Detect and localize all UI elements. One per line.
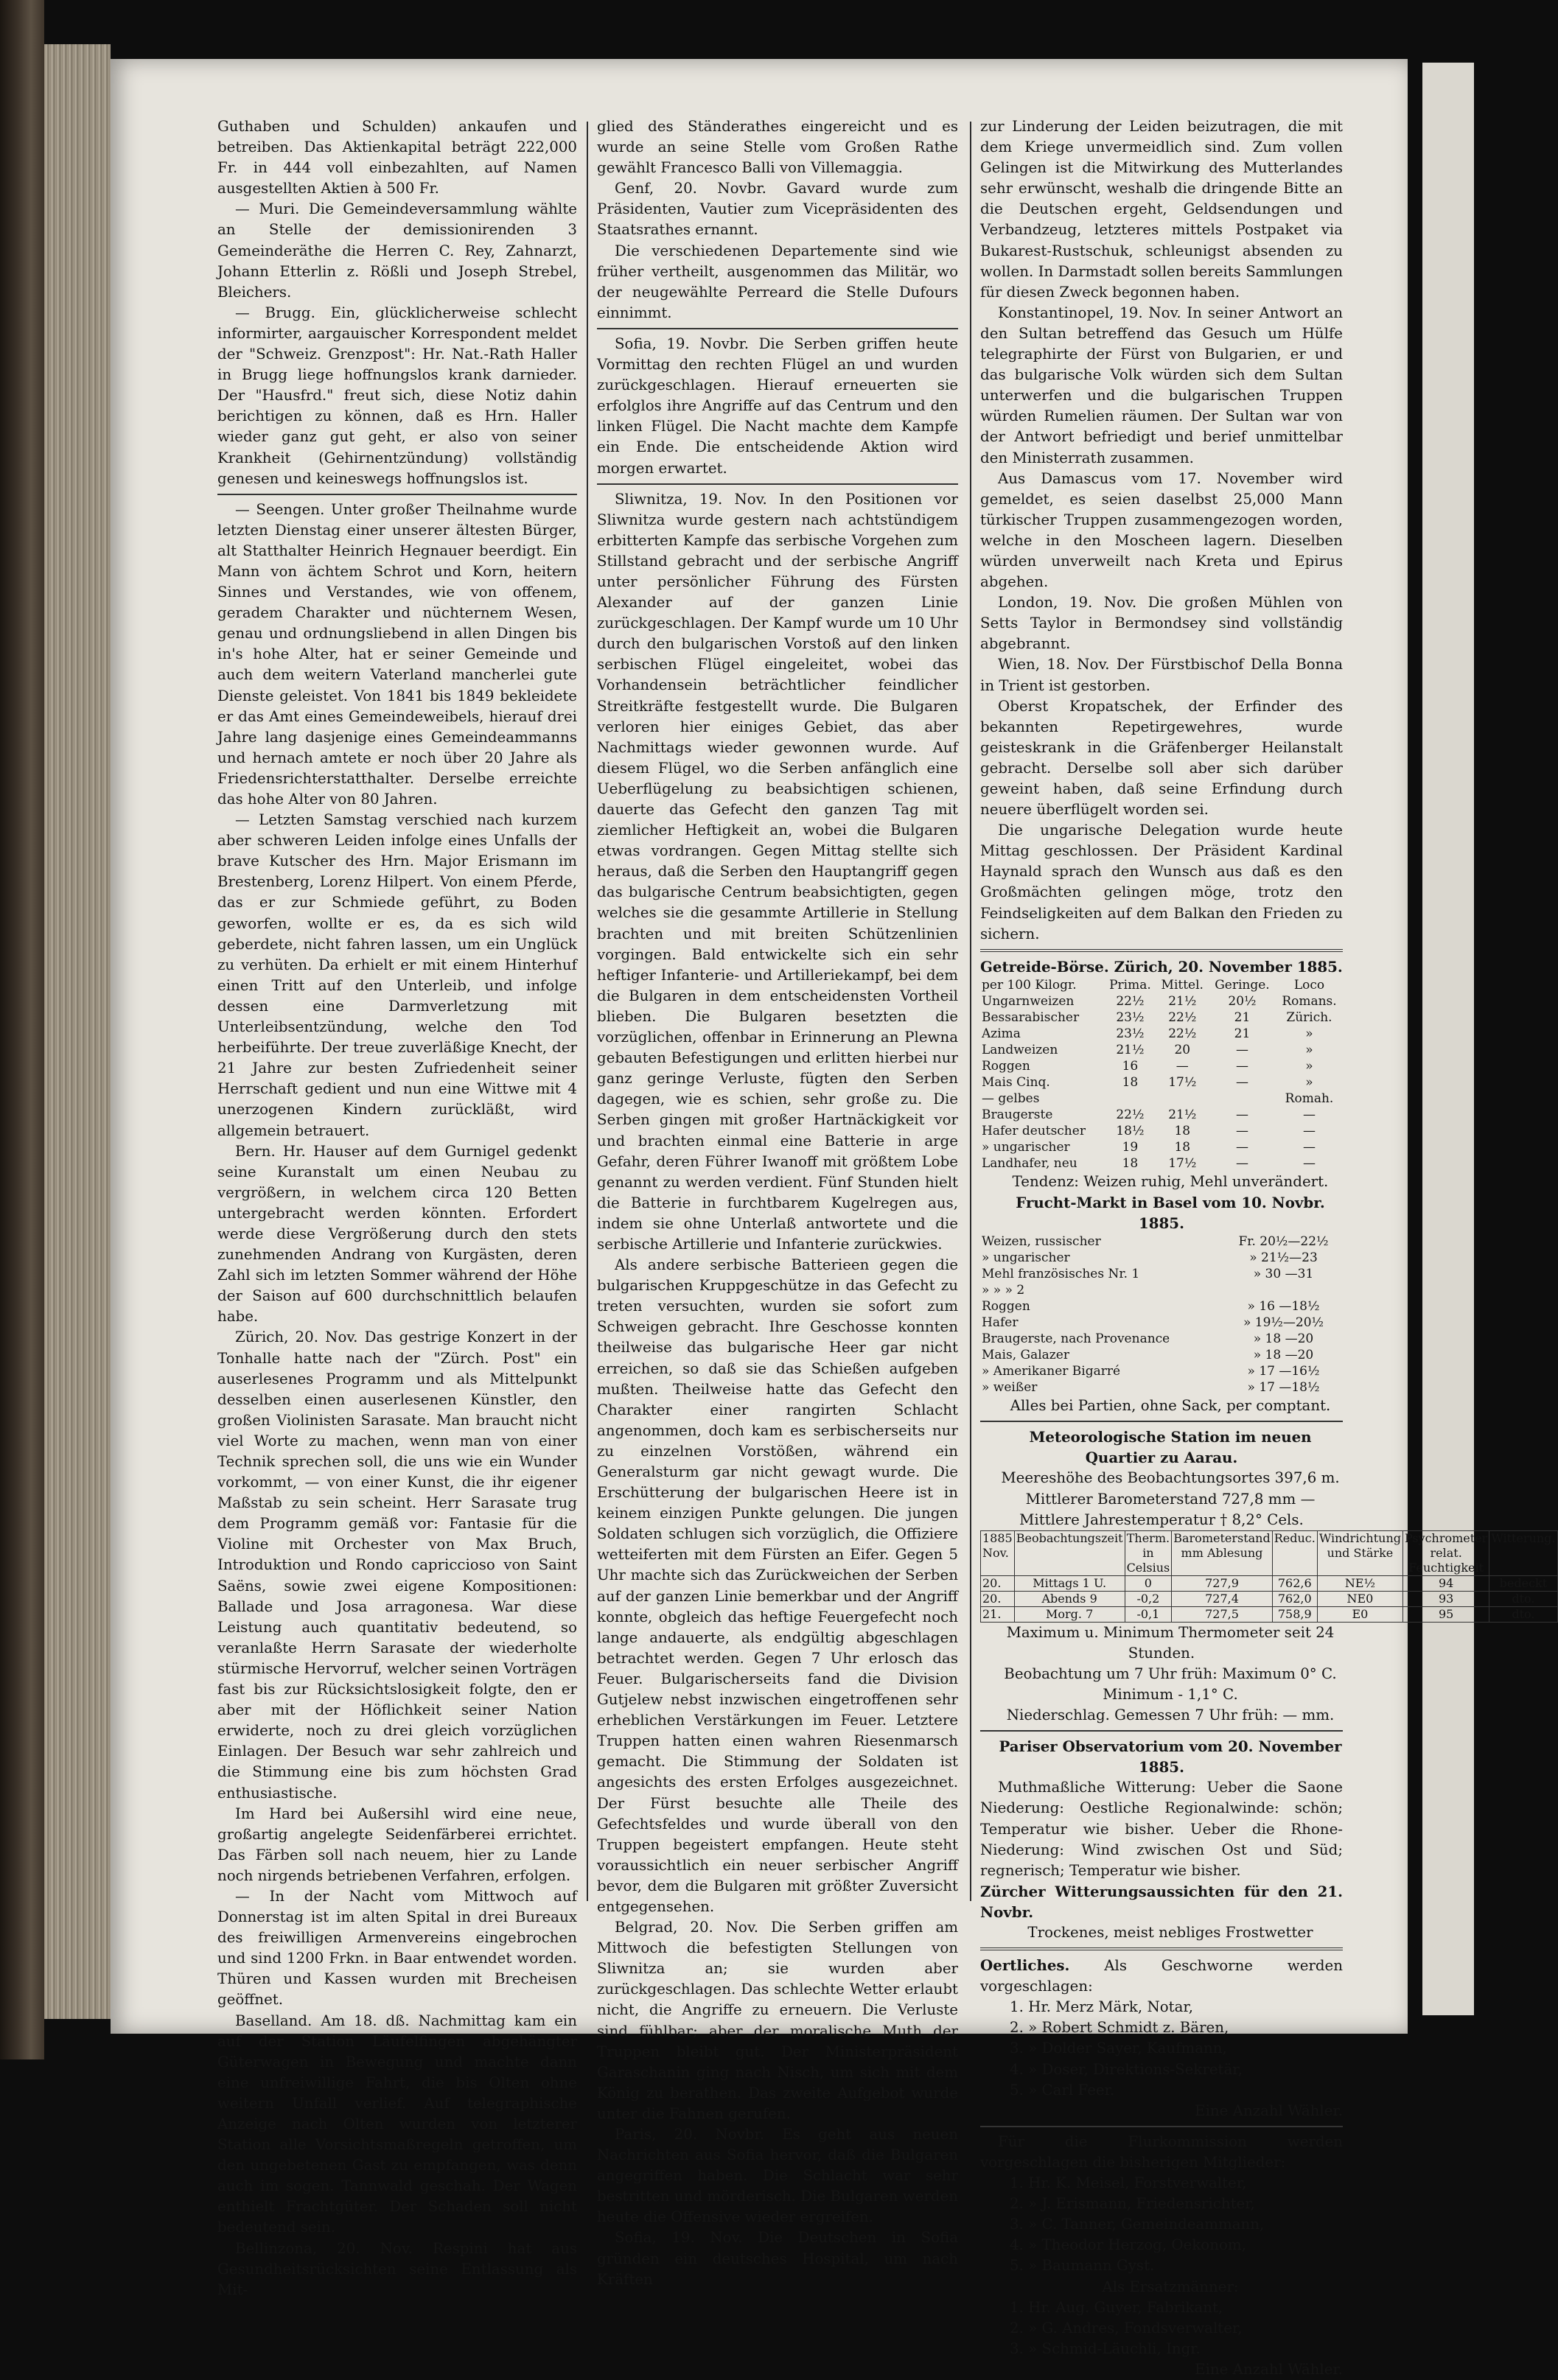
article-sofia-hospital: Sofia, 19. Nov. Die Deutschen in Sofia gründen ein deutsches Hospital, um nach Kräften xyxy=(597,2229,958,2288)
table-cell: 762,0 xyxy=(1272,1591,1317,1606)
table-cell: Bessarabischer xyxy=(982,1009,1080,1025)
table-cell: 16 xyxy=(1122,1058,1139,1074)
table-cell: 17½ xyxy=(1168,1155,1197,1171)
article-text: Guthaben und Schulden) ankaufen und betreiben. Das Aktienkapital beträgt 222,000 Fr. in 444 voll einbezahlten, auf Namen ausgestellten Aktien à 500 Fr. xyxy=(217,118,577,197)
signature: Eine Anzahl Wähler. xyxy=(1195,2360,1343,2378)
table-cell: dto. xyxy=(1489,1591,1557,1606)
table-cell xyxy=(1224,1282,1343,1298)
table-cell: 20 xyxy=(1174,1042,1191,1057)
table-row xyxy=(980,1139,1343,1155)
table-cell: 758,9 xyxy=(1272,1606,1317,1622)
meteo-averages: Mittlerer Barometerstand 727,8 mm —Mittlere Jahrestemperatur † 8,2° Cels. xyxy=(1019,1490,1316,1528)
table-cell: 18½ xyxy=(1116,1123,1145,1138)
grain-exchange-title: Getreide-Börse. Zürich, 20. November 1885. xyxy=(980,957,1343,976)
article-seengen: — Seengen. Unter großer Theilnahme wurde letzten Dienstag einer unserer ältesten Bürger, alt Statthalter Heinrich Hegnauer beerdigt. Ein Mann von ächtem Schrot und Korn, heitern Sinnes und Verstandes, wie von offenem, geradem Charakter und nüchternem Wesen, genau und ordnungsliebend in allen Dingen bis in's hohe Alter, hat er seiner Gemeinde und auch dem weitern Vaterland mancherlei gute Dienste geleistet. Von 1841 bis 1849 bekleidete er das Amt eines Gemeindeweibels, hierauf drei Jahre lang dasjenige eines Gemeindeammanns und hernach amtete er noch über 20 Jahre als Friedensrichterstatthalter. Derselbe erreichte das hohe Alter von 80 Jahren. xyxy=(217,500,577,808)
table-cell: Landhafer, neu xyxy=(982,1155,1077,1171)
meteo-table xyxy=(980,1530,1558,1623)
article-delegation: Die ungarische Delegation wurde heute Mittag geschlossen. Der Präsident Kardinal Haynald sprach den Wunsch aus daß es den Großmächten gelingen möge, trotz den Feindseligkeiten auf dem Balkan den Frieden zu sichern. xyxy=(980,822,1343,942)
separator xyxy=(980,1421,1343,1422)
table-cell: 727,5 xyxy=(1172,1606,1273,1622)
grain-prices-table xyxy=(980,977,1343,1172)
table-cell: » xyxy=(1305,1074,1313,1090)
table-cell: 17½ xyxy=(1168,1074,1197,1090)
table-cell: Beobachtungszeit xyxy=(1014,1530,1125,1575)
table-cell: » 21½—23 xyxy=(1249,1250,1318,1266)
article-wien: Wien, 18. Nov. Der Fürstbischof Della Bonna in Trient ist gestorben. xyxy=(980,656,1343,694)
table-cell: — xyxy=(1235,1123,1248,1138)
table-cell: Mehl französisches Nr. 1 xyxy=(982,1267,1140,1282)
separator xyxy=(980,2126,1343,2127)
table-cell: 18 xyxy=(1122,1155,1139,1171)
table-cell: 23½ xyxy=(1116,1026,1145,1041)
fruit-market-table xyxy=(980,1233,1343,1396)
table-cell: — gelbes xyxy=(982,1091,1040,1106)
meteo-note: Niederschlag. Gemessen 7 Uhr früh: — mm. xyxy=(1006,1707,1335,1724)
table-cell: » 18 —20 xyxy=(1253,1348,1314,1363)
list-item: 5. » Baumann Gyst. xyxy=(1010,2257,1155,2275)
table-cell: 727,4 xyxy=(1172,1591,1273,1606)
separator xyxy=(980,949,1343,952)
article-bern: Bern. Hr. Hauser auf dem Gurnigel gedenkt seine Kuranstalt um einen Neubau zu vergrößern, in welchem circa 120 Betten untergebracht werden könnten. Erfordert werde diese Vergrößerung durch den stets zunehmenden Andrang von Kurgästen, deren Zahl sich im letzten Sommer während der Höhe der Saison auf 600 durchschnittlich belaufen habe. xyxy=(217,1142,577,1326)
article-sliwnitza: Sliwnitza, 19. Nov. In den Positionen vor Sliwnitza wurde gestern nach achtstündigem erbitterten Kampfe das serbische Vorgehen zum Stillstand gebracht und der serbische Angriff unter persönlicher Führung des Fürsten Alexander auf der ganzen Linie zurückgeschlagen. Der Kampf wurde um 10 Uhr durch den bulgarischen Vorstoß auf den linken serbischen Flügel eingeleitet, wobei das Vorhandensein beträchtlicher feindlicher Streitkräfte festgestellt wurde. Die Bulgaren verloren hier einiges Gebiet, das aber Nachmittags wieder gewonnen wurde. Auf diesem Flügel, wo die Serben anfänglich eine Ueberflügelung zu beabsichtigen schienen, dauerte das Gefecht den ganzen Tag mit ziemlicher Heftigkeit an, wobei die Bulgaren etwas vordrangen. Gegen Mittag stellte sich heraus, daß die Serben den Hauptangriff gegen das bulgarische Centrum beabsichtigten, gegen welches sie die gesammte Artillerie in Stellung brachten und mit breiten Schützenlinien vorgingen. Bald entwickelte sich ein sehr heftiger Infanterie- und Artilleriekampf, bei dem die Bulgaren in dem entscheidensten Vortheil blieben. Die Bulgaren besetzten die vorzüglichen, offenbar in Erinnerung an Plewna gebauten Befestigungen und erlitten hierbei nur ganz geringe Verluste, fügten den Serben dagegen, wie es schien, sehr große zu. Die Serben gingen mit großer Hartnäckigkeit vor und brachten einmal eine Batterie in arge Gefahr, deren Führer Iwanoff mit größtem Lobe genannt zu werden verdient. Fünf Stunden hielt die Batterie in furchtbarem Kugelregen aus, indem sie ohne Unterlaß antwortete und die serbische Artillerie und Infanterie zurückwies. xyxy=(597,490,958,1253)
table-cell: » 17 —16½ xyxy=(1247,1364,1320,1379)
table-cell: Hafer deutscher xyxy=(982,1123,1086,1138)
table-cell: -0,2 xyxy=(1125,1591,1172,1606)
table-row xyxy=(980,1091,1343,1107)
table-row xyxy=(980,1026,1343,1042)
table-row xyxy=(980,1266,1343,1282)
table-row xyxy=(980,1363,1343,1379)
table-cell: Psychrometer relat. Feuchtigkeit xyxy=(1402,1530,1489,1575)
table-cell: » ungarischer xyxy=(982,1139,1070,1155)
article-london: London, 19. Nov. Die großen Mühlen von Setts Taylor in Bermondsey sind vollständig abgebrannt. xyxy=(980,594,1343,653)
article-zurich-concert: Zürich, 20. Nov. Das gestrige Konzert in der Tonhalle hatte nach der "Zürch. Post" ein auserlesenes Programm und als Mittelpunkt desselben einen auserlesenen Künstler, den großen Violinisten Sarasate. Man braucht nicht viel Worte zu machen, wenn man von einer Technik sprechen soll, die uns wie ein Wunder vorkommt, — von einer Kunst, die ihr eigener Maßstab zu sein scheint. Herr Sarasate trug dem Programm gemäß vor: Fantasie für die Violine mit Orchester von Max Bruch, Introduktion und Rondo capriccioso von Saint Saëns, sowie zwei eigene Kompositionen: Ballade und Josa arragonesa. War diese Leistung auch quantitativ bedeutend, so veranlaßte Herrn Sarasate der wiederholte stürmische Hervorruf, welcher seinen Vorträgen fast bis zur Rücksichtslosigkeit folgte, den er aber mit der Höflichkeit seiner Nation erwiderte, noch zu drei gleich vorzüglichen Einlagen. Der Besuch war sehr zahlreich und die Stimmung eine bis zum höchsten Grad enthusiastische. xyxy=(217,1329,577,1802)
column-divider-2 xyxy=(970,122,971,1901)
table-cell: » weißer xyxy=(982,1380,1038,1396)
table-cell: 93 xyxy=(1402,1591,1489,1606)
list-item: 1. Hr. Merz Märk, Notar, xyxy=(1010,1998,1193,2016)
table-cell: » 19½—20½ xyxy=(1243,1315,1324,1331)
table-cell: Ungarnweizen xyxy=(982,993,1075,1009)
article-belgrad: Belgrad, 20. Nov. Die Serben griffen am Mittwoch die befestigten Stellungen von Sliwnitza an; sie wurden aber zurückgeschlagen. Das schlechte Wetter erlaubt nicht, die Angriffe zu erneuern. Die Verluste sind fühlbar; aber der moralische Muth der Truppen bleibt gut. Der Ministerpräsident Garaschanin ging nach Nisch, um sich mit dem König zu berathen. Das zweite Aufgebot wurde unter die Fahnen gerufen. xyxy=(597,1919,958,2122)
ersatz-list xyxy=(980,2297,1343,2359)
table-cell: » xyxy=(1305,1042,1313,1057)
meteo-altitude: Meereshöhe des Beobachtungsortes 397,6 m. xyxy=(1001,1469,1340,1487)
table-cell: 22½ xyxy=(1116,993,1145,1009)
book-spine-edge xyxy=(0,0,44,2059)
article-text: glied des Ständerathes eingereicht und es wurde an seine Stelle vom Großen Rathe gewählt Francesco Balli von Villemaggia. xyxy=(597,118,958,177)
flur-list xyxy=(980,2173,1343,2276)
article-batteries: Als andere serbische Batterieen gegen die bulgarischen Kruppgeschütze in das Gefecht zu treten versuchten, wurden sie sofort zum Schweigen gebracht. Ihre Geschosse konnten theilweise das bulgarische Heer gar nicht erreichen, so daß sie das Schießen aufgeben mußten. Theilweise hatte das Gefecht den Charakter einer rangirten Schlacht angenommen, doch kam es serbischerseits nur zu einzelnen Vorstößen, während ein Generalsturm gar nicht gewagt wurde. Die Erschütterung der bulgarischen Heere ist in keinem einzigen Punkte gelungen. Die jungen Soldaten schlugen sich vorzüglich, die Offiziere wetteiferten mit dem Fürsten an Eifer. Gegen 5 Uhr machte sich das Zurückweichen der Serben auf der ganzen Linie bemerkbar und der Angriff konnte, obgleich das heftige Feuergefecht noch lange andauerte, als endgültig abgeschlagen betrachtet werden. Gegen 7 Uhr erlosch das Feuer. Bulgarischerseits fand die Division Gutjelew nebst inzwischen eingetroffenen sehr erheblichen Verstärkungen im Feuer. Letztere Truppen hatten einen wahren Riesenmarsch gemacht. Die Stimmung der Soldaten ist angesichts des ersten Erfolges ausgezeichnet. Der Fürst besuchte alle Theile des Gefechtsfeldes und wurde überall von den Truppen begeistert empfangen. Heute steht voraussichtlich ein neuer serbischer Angriff bevor, dem die Bulgaren mit größter Zuversicht entgegensehen. xyxy=(597,1256,958,1915)
table-cell: bedeckt xyxy=(1489,1575,1557,1591)
meteo-note: Minimum - 1,1° C. xyxy=(1103,1685,1238,1703)
facing-page-sliver xyxy=(1422,63,1474,2015)
article-muri: — Muri. Die Gemeindeversammlung wählte an Stelle der demissionirenden 3 Gemeinderäthe die Herren C. Rey, Zahnarzt, Johann Etterlin z. Rößli und Joseph Strebel, Bleichers. xyxy=(217,200,577,301)
table-cell: dto. xyxy=(1489,1606,1557,1622)
article-damascus: Aus Damascus vom 17. November wird gemeldet, es seien daselbst 25,000 Mann türkischer Truppen zusammengezogen worden, welche in den Moscheen lagern. Dieselben würden unverweilt nach Kreta und Epirus abgehen. xyxy=(980,469,1343,591)
table-cell: Abends 9 xyxy=(1014,1591,1125,1606)
table-cell: Roggen xyxy=(982,1058,1030,1074)
meteo-title: Meteorologische Station im neuen Quartier zu Aarau. xyxy=(1029,1428,1312,1467)
table-cell: — xyxy=(1235,1155,1248,1171)
table-cell: — xyxy=(1235,1058,1248,1074)
zurich-weather-text: Trockenes, meist nebliges Frostwetter xyxy=(1027,1924,1313,1941)
table-cell: Loco xyxy=(1293,977,1325,993)
table-row xyxy=(980,1123,1343,1139)
article-kropatschek: Oberst Kropatschek, der Erfinder des bekannten Repetirgewehres, wurde geisteskrank in die Gräfenberger Heilanstalt gebracht. Derselbe soll aber sich darüber geweint haben, daß seine Erfindung durch neuere überflügelt worden sei. xyxy=(980,697,1343,819)
table-cell: — xyxy=(1235,1074,1248,1090)
table-cell: Romah. xyxy=(1285,1091,1334,1106)
table-row xyxy=(981,1591,1558,1606)
table-cell: » 16 —18½ xyxy=(1247,1299,1320,1315)
table-cell: » xyxy=(1305,1058,1313,1074)
separator xyxy=(597,328,958,329)
table-cell: 20½ xyxy=(1228,993,1257,1009)
separator xyxy=(980,1947,1343,1950)
article-hard: Im Hard bei Außersihl wird eine neue, großartig angelegte Seidenfärberei errichtet. Das Färben soll nach neuem, hier zu Lande noch nirgends betriebenen Verfahren, erfolgen. xyxy=(217,1805,577,1884)
table-cell: 21 xyxy=(1234,1009,1251,1025)
local-title: Oertliches. xyxy=(980,1956,1070,1975)
table-cell: Fr. 20½—22½ xyxy=(1238,1234,1329,1250)
separator xyxy=(980,1730,1343,1732)
table-row xyxy=(980,1347,1343,1363)
table-cell: » 17 —18½ xyxy=(1247,1380,1320,1396)
table-cell: E0 xyxy=(1317,1606,1402,1622)
table-header-row xyxy=(980,977,1343,993)
signature: Eine Anzahl Wähler. xyxy=(1195,2101,1343,2119)
article-text: Die verschiedenen Departemente sind wie früher vertheilt, ausgenommen das Militär, wo der neugewählte Perreard die Stelle Dufours einnimmt. xyxy=(597,242,958,321)
table-cell: » 18 —20 xyxy=(1253,1331,1314,1347)
list-item: 5. » Carl Feer. xyxy=(1010,2081,1115,2099)
table-cell: — xyxy=(1176,1058,1189,1074)
table-row xyxy=(980,1042,1343,1058)
table-row xyxy=(980,1009,1343,1026)
article-konstantinopel: Konstantinopel, 19. Nov. In seiner Antwort an den Sultan betreffend das Gesuch um Hülfe telegraphirte der Fürst von Bulgarien, er und das bulgarische Volk würden sich dem Sultan unterwerfen und die bulgarischen Truppen würden Rumelien räumen. Der Sultan war von der Antwort befriedigt und berief unmittelbar den Ministerrath zusammen. xyxy=(980,304,1343,466)
column-2 xyxy=(597,116,958,2290)
table-cell: » ungarischer xyxy=(982,1250,1070,1266)
local-heading xyxy=(980,1955,1343,1997)
article-genf: Genf, 20. Novbr. Gavard wurde zum Präsidenten, Vautier zum Vicepräsidenten des Staatsrathes ernannt. xyxy=(597,180,958,239)
table-cell: Therm. in Celsius xyxy=(1125,1530,1172,1575)
table-cell: Witterung. xyxy=(1489,1530,1557,1575)
table-cell: » xyxy=(1305,1026,1313,1041)
column-1 xyxy=(217,116,577,2300)
list-item: 2. » J. Erismann, Friedensrichter, xyxy=(1010,2195,1255,2213)
list-item: 2. » G. Andres, Fondsverwalter, xyxy=(1010,2319,1243,2337)
table-cell: NE0 xyxy=(1317,1591,1402,1606)
meteo-note: Maximum u. Minimum Thermometer seit 24 Stunden. xyxy=(1006,1623,1335,1662)
list-item: 4. » Theodor Herzog, Oekonom, xyxy=(1010,2236,1246,2254)
table-header-row xyxy=(981,1530,1558,1575)
table-cell: Braugerste xyxy=(982,1107,1053,1122)
table-cell: — xyxy=(1235,1107,1248,1122)
table-cell: » » » 2 xyxy=(982,1283,1025,1298)
table-cell: Barometerstand mm Ablesung xyxy=(1172,1530,1273,1575)
table-cell: 20. xyxy=(981,1575,1015,1591)
list-item: 4. » Doser, Direktions-Sekretär, xyxy=(1010,2060,1243,2078)
table-cell: 21 xyxy=(1234,1026,1251,1041)
table-row xyxy=(980,993,1343,1009)
table-row xyxy=(980,1233,1343,1250)
table-row xyxy=(980,1058,1343,1074)
table-cell: — xyxy=(1303,1123,1316,1138)
table-cell: 94 xyxy=(1402,1575,1489,1591)
table-cell: 1885 Nov. xyxy=(981,1530,1015,1575)
table-cell: NE½ xyxy=(1317,1575,1402,1591)
table-cell: Roggen xyxy=(982,1299,1030,1315)
meteo-note: Beobachtung um 7 Uhr früh: Maximum 0° C. xyxy=(1004,1665,1337,1682)
table-cell: Zürich. xyxy=(1286,1009,1332,1025)
table-cell: » Amerikaner Bigarré xyxy=(982,1364,1121,1379)
table-cell: Hafer xyxy=(982,1315,1019,1331)
table-cell: Weizen, russischer xyxy=(982,1234,1101,1250)
table-cell: Geringe. xyxy=(1215,977,1270,993)
table-cell: Reduc. xyxy=(1272,1530,1317,1575)
table-row xyxy=(980,1107,1343,1123)
table-cell xyxy=(1104,1091,1156,1107)
zurich-weather-title: Zürcher Witterungsaussichten für den 21. Novbr. xyxy=(980,1882,1343,1921)
column-divider-1 xyxy=(587,122,588,1901)
table-cell: 20. xyxy=(981,1591,1015,1606)
separator xyxy=(217,494,577,495)
table-cell: Mittags 1 U. xyxy=(1014,1575,1125,1591)
table-cell: Morg. 7 xyxy=(1014,1606,1125,1622)
table-row xyxy=(980,1250,1343,1266)
table-row xyxy=(980,1379,1343,1396)
table-cell: 0 xyxy=(1125,1575,1172,1591)
local-intro: Als Geschworne werden vorgeschlagen: xyxy=(980,1957,1344,1995)
fruit-note: Alles bei Partien, ohne Sack, per comptant. xyxy=(1010,1397,1331,1415)
article-sofia: Sofia, 19. Novbr. Die Serben griffen heute Vormittag den rechten Flügel an und wurden zurückgeschlagen. Hierauf erneuerten sie erfolglos ihre Angriffe auf das Centrum und den linken Flügel. Die Nacht machte dem Kampfe ein Ende. Die entscheidende Aktion wird morgen erwartet. xyxy=(597,335,958,477)
table-cell: Windrichtung und Stärke xyxy=(1317,1530,1402,1575)
fruit-market-title: Frucht-Markt in Basel vom 10. Novbr. 1885. xyxy=(1016,1193,1325,1233)
table-cell: 21½ xyxy=(1168,1107,1197,1122)
table-cell: 727,9 xyxy=(1172,1575,1273,1591)
table-cell: 23½ xyxy=(1116,1009,1145,1025)
article-bellinzona: Bellinzona, 20. Nov. Respini hat aus Gesundheitsrücksichten seine Entlassung als Mit- xyxy=(217,2239,577,2298)
flur-intro: Für die Flurkommission werden vorgeschlagen die bisherigen Mitglieder: xyxy=(980,2132,1343,2171)
table-cell: 18 xyxy=(1174,1139,1191,1155)
table-row xyxy=(980,1282,1343,1298)
jurors-list xyxy=(980,1997,1343,2100)
table-cell: Braugerste, nach Provenance xyxy=(982,1331,1170,1347)
table-cell: 21½ xyxy=(1116,1042,1145,1057)
table-row xyxy=(980,1074,1343,1091)
table-cell: Romans. xyxy=(1282,993,1337,1009)
table-cell: — xyxy=(1303,1155,1316,1171)
table-cell: » 30 —31 xyxy=(1253,1267,1314,1282)
list-item: 3. » Dolder Sayer, Kaufmann, xyxy=(1010,2040,1227,2057)
table-cell: 21. xyxy=(981,1606,1015,1622)
article-paris: Paris, 20. Novbr. Es geht aus neuen Nachrichten aus Sofia hervor, daß die Bulgaren angegriffen haben. Die Schlacht war sehr bestritten und mörderisch. Die Bulgaren werden heute die Offensive wieder ergreifen. xyxy=(597,2126,958,2226)
table-cell: Mais, Galazer xyxy=(982,1348,1069,1363)
grain-tendency: Tendenz: Weizen ruhig, Mehl unverändert. xyxy=(1012,1172,1329,1190)
list-item: 1. Hr. K. Meisel, Forstverwalter, xyxy=(1010,2174,1247,2192)
table-cell: 18 xyxy=(1174,1123,1191,1138)
list-item: 3. » Schmid-Läuchli, Ingr. xyxy=(1010,2339,1201,2357)
list-item: 2. » Robert Schmidt z. Bären, xyxy=(1010,2019,1229,2037)
table-row xyxy=(980,1315,1343,1331)
table-cell: Azima xyxy=(982,1026,1021,1041)
paris-observatory-title: Pariser Observatorium vom 20. November 1885. xyxy=(999,1737,1342,1777)
table-row xyxy=(980,1155,1343,1172)
table-cell: — xyxy=(1303,1107,1316,1122)
table-cell xyxy=(1209,1091,1276,1107)
table-row xyxy=(981,1606,1558,1622)
table-cell: -0,1 xyxy=(1125,1606,1172,1622)
table-cell: — xyxy=(1303,1139,1316,1155)
table-cell: Mittel. xyxy=(1161,977,1204,993)
article-brugg: — Brugg. Ein, glücklicherweise schlecht informirter, aargauischer Korrespondent meldet der "Schweiz. Grenzpost": Hr. Nat.-Rath Haller in Brugg liege hoffnungslos krank darnieder. Der "Hausfrd." freut sich, diese Notiz dahin berichtigen zu können, daß es Hrn. Haller wieder ganz gut geht, er also von seiner Krankheit (Gehirnentzündung) vollständig genesen und keineswegs hoffnungslos ist. xyxy=(217,304,577,487)
article-hilpert: — Letzten Samstag verschied nach kurzem aber schweren Leiden infolge eines Unfalls der brave Kutscher des Hrn. Major Erismann im Brestenberg, Lorenz Hilpert. Von einem Pferde, das er zur Schmiede geführt, zu Boden geworfen, wollte er es, da es sich wild geberdete, nicht fahren lassen, um ein Unglück zu verhüten. Da erhielt er mit einem Hinterhuf einen Tritt auf den Unterleib, und infolge dessen eine Darmverletzung mit Unterleibsentzündung, welche den Tod herbeiführte. Der treue zuverläßige Knecht, der 21 Jahre zur besten Zufriedenheit seiner Herrschaft gedient und nun eine Wittwe mit 4 unerzogenen Kindern zurückläßt, wird allgemein betrauert. xyxy=(217,811,577,1139)
table-cell: — xyxy=(1235,1042,1248,1057)
table-row xyxy=(980,1331,1343,1347)
table-cell: 21½ xyxy=(1168,993,1197,1009)
table-cell: Prima. xyxy=(1109,977,1151,993)
table-cell: 19 xyxy=(1122,1139,1139,1155)
table-cell: 22½ xyxy=(1168,1009,1197,1025)
table-cell: 18 xyxy=(1122,1074,1139,1090)
ersatz-label: Als Ersatzmänner: xyxy=(1102,2278,1239,2295)
table-cell: 22½ xyxy=(1168,1026,1197,1041)
separator xyxy=(597,483,958,485)
table-cell: — xyxy=(1235,1139,1248,1155)
table-cell: 22½ xyxy=(1116,1107,1145,1122)
article-text: zur Linderung der Leiden beizutragen, die mit dem Kriege unvermeidlich sind. Zum vollen Gelingen ist die Mitwirkung des Mutterlandes sehr erwünscht, weshalb die dringende Bitte an die Deutschen ergeht, Geldsendungen und Verbandzeug, letzteres mittels Postpaket via Bukarest-Rustschuk, schleunigst absenden zu wollen. In Darmstadt sollen bereits Sammlungen für diesen Zweck begonnen haben. xyxy=(980,118,1343,301)
column-3 xyxy=(980,116,1556,2380)
table-cell: per 100 Kilogr. xyxy=(982,977,1077,993)
table-row xyxy=(981,1575,1558,1591)
table-cell: 95 xyxy=(1402,1606,1489,1622)
table-cell: Mais Cinq. xyxy=(982,1074,1050,1090)
article-burglary: — In der Nacht vom Mittwoch auf Donnerstag ist im alten Spital in drei Bureaux des freiwilligen Armenvereins eingebrochen und sind 1200 Frkn. in Baar entwendet worden. Thüren und Kassen wurden mit Brecheisen geöffnet. xyxy=(217,1887,577,2009)
table-cell: 762,6 xyxy=(1272,1575,1317,1591)
table-cell: Landweizen xyxy=(982,1042,1058,1057)
table-cell xyxy=(1156,1091,1209,1107)
paris-weather-text: Muthmaßliche Witterung: Ueber die Saone Niederung: Oestliche Regionalwinde: schön; Temperatur wie bisher. Ueber die Rhone-Niederung: Wind zwischen Ost und Süd; regnerisch; Temperatur wie bisher. xyxy=(980,1779,1343,1879)
list-item: 1. Hr. Aug. Guyer, Fabrikant, xyxy=(1010,2298,1223,2316)
article-baselland: Baselland. Am 18. dß. Nachmittag kam ein auf der Station Läufelfingen abgehängter Güterwagen in Bewegung und machte dann eine unfreiwillige Fahrt, die bis Olten ohne weitern Unfall verlief. Auf telegraphische Anzeige nach Olten wurden von letzterer Station alle Vorsichtsmaßregeln getroffen, um den ungebetenen Gast zu empfangen, was denn auch im sogen. Tannwald geschah. Der Wagen enthielt Frachtgüter. Der Schaden soll nicht bedeutend sein. xyxy=(217,2012,577,2236)
list-item: 3. » C. Tanner, Gemeindeammann, xyxy=(1010,2216,1265,2233)
page-stack-edge xyxy=(44,44,111,2019)
table-row xyxy=(980,1298,1343,1315)
